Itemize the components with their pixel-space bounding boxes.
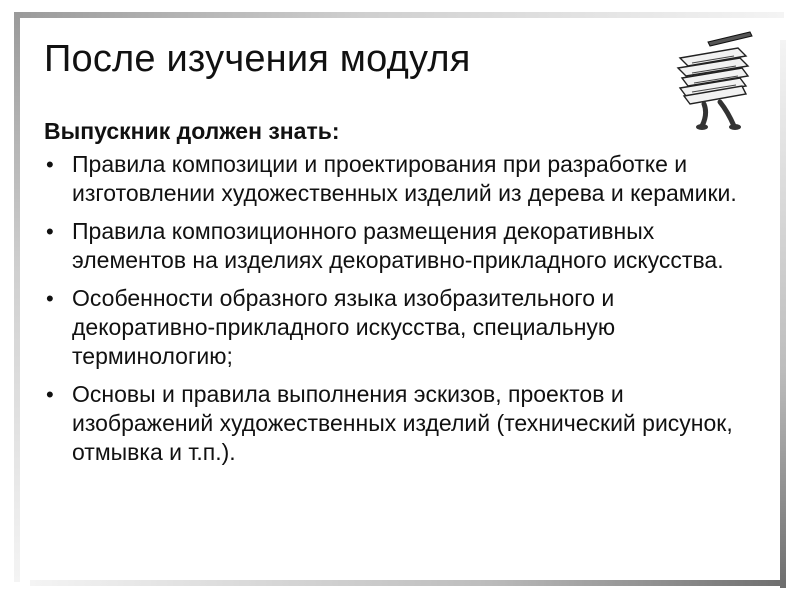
list-item-text: Правила композиции и проектирования при разработке и изготовлении художественных изделий из дерева и керамики. (72, 151, 737, 206)
list-item-text: Правила композиционного размещения декоративных элементов на изделиях декоративно-прикладного искусства. (72, 218, 724, 273)
subheading: Выпускник должен знать: (44, 118, 340, 144)
bullet-icon: • (46, 286, 54, 311)
frame-left-bar (14, 12, 20, 582)
bullet-list (44, 150, 759, 476)
list-item (44, 150, 759, 208)
list-item (44, 284, 759, 371)
bullet-icon: • (46, 382, 54, 407)
list-item-text: Особенности образного языка изобразительного и декоративно-прикладного искусства, специальную терминологию; (72, 285, 616, 369)
slide-title: После изучения модуля (44, 38, 471, 80)
list-item (44, 217, 759, 275)
bullet-icon: • (46, 219, 54, 244)
frame-right-bar (780, 40, 786, 588)
stack-of-papers-with-pen-icon (668, 30, 756, 130)
list-item (44, 380, 759, 467)
bullet-icon: • (46, 152, 54, 177)
frame-bottom-bar (30, 580, 786, 586)
frame-top-bar (14, 12, 784, 18)
list-item-text: Основы и правила выполнения эскизов, проектов и изображений художественных изделий (технический рисунок, отмывка и т.п.). (72, 381, 733, 465)
